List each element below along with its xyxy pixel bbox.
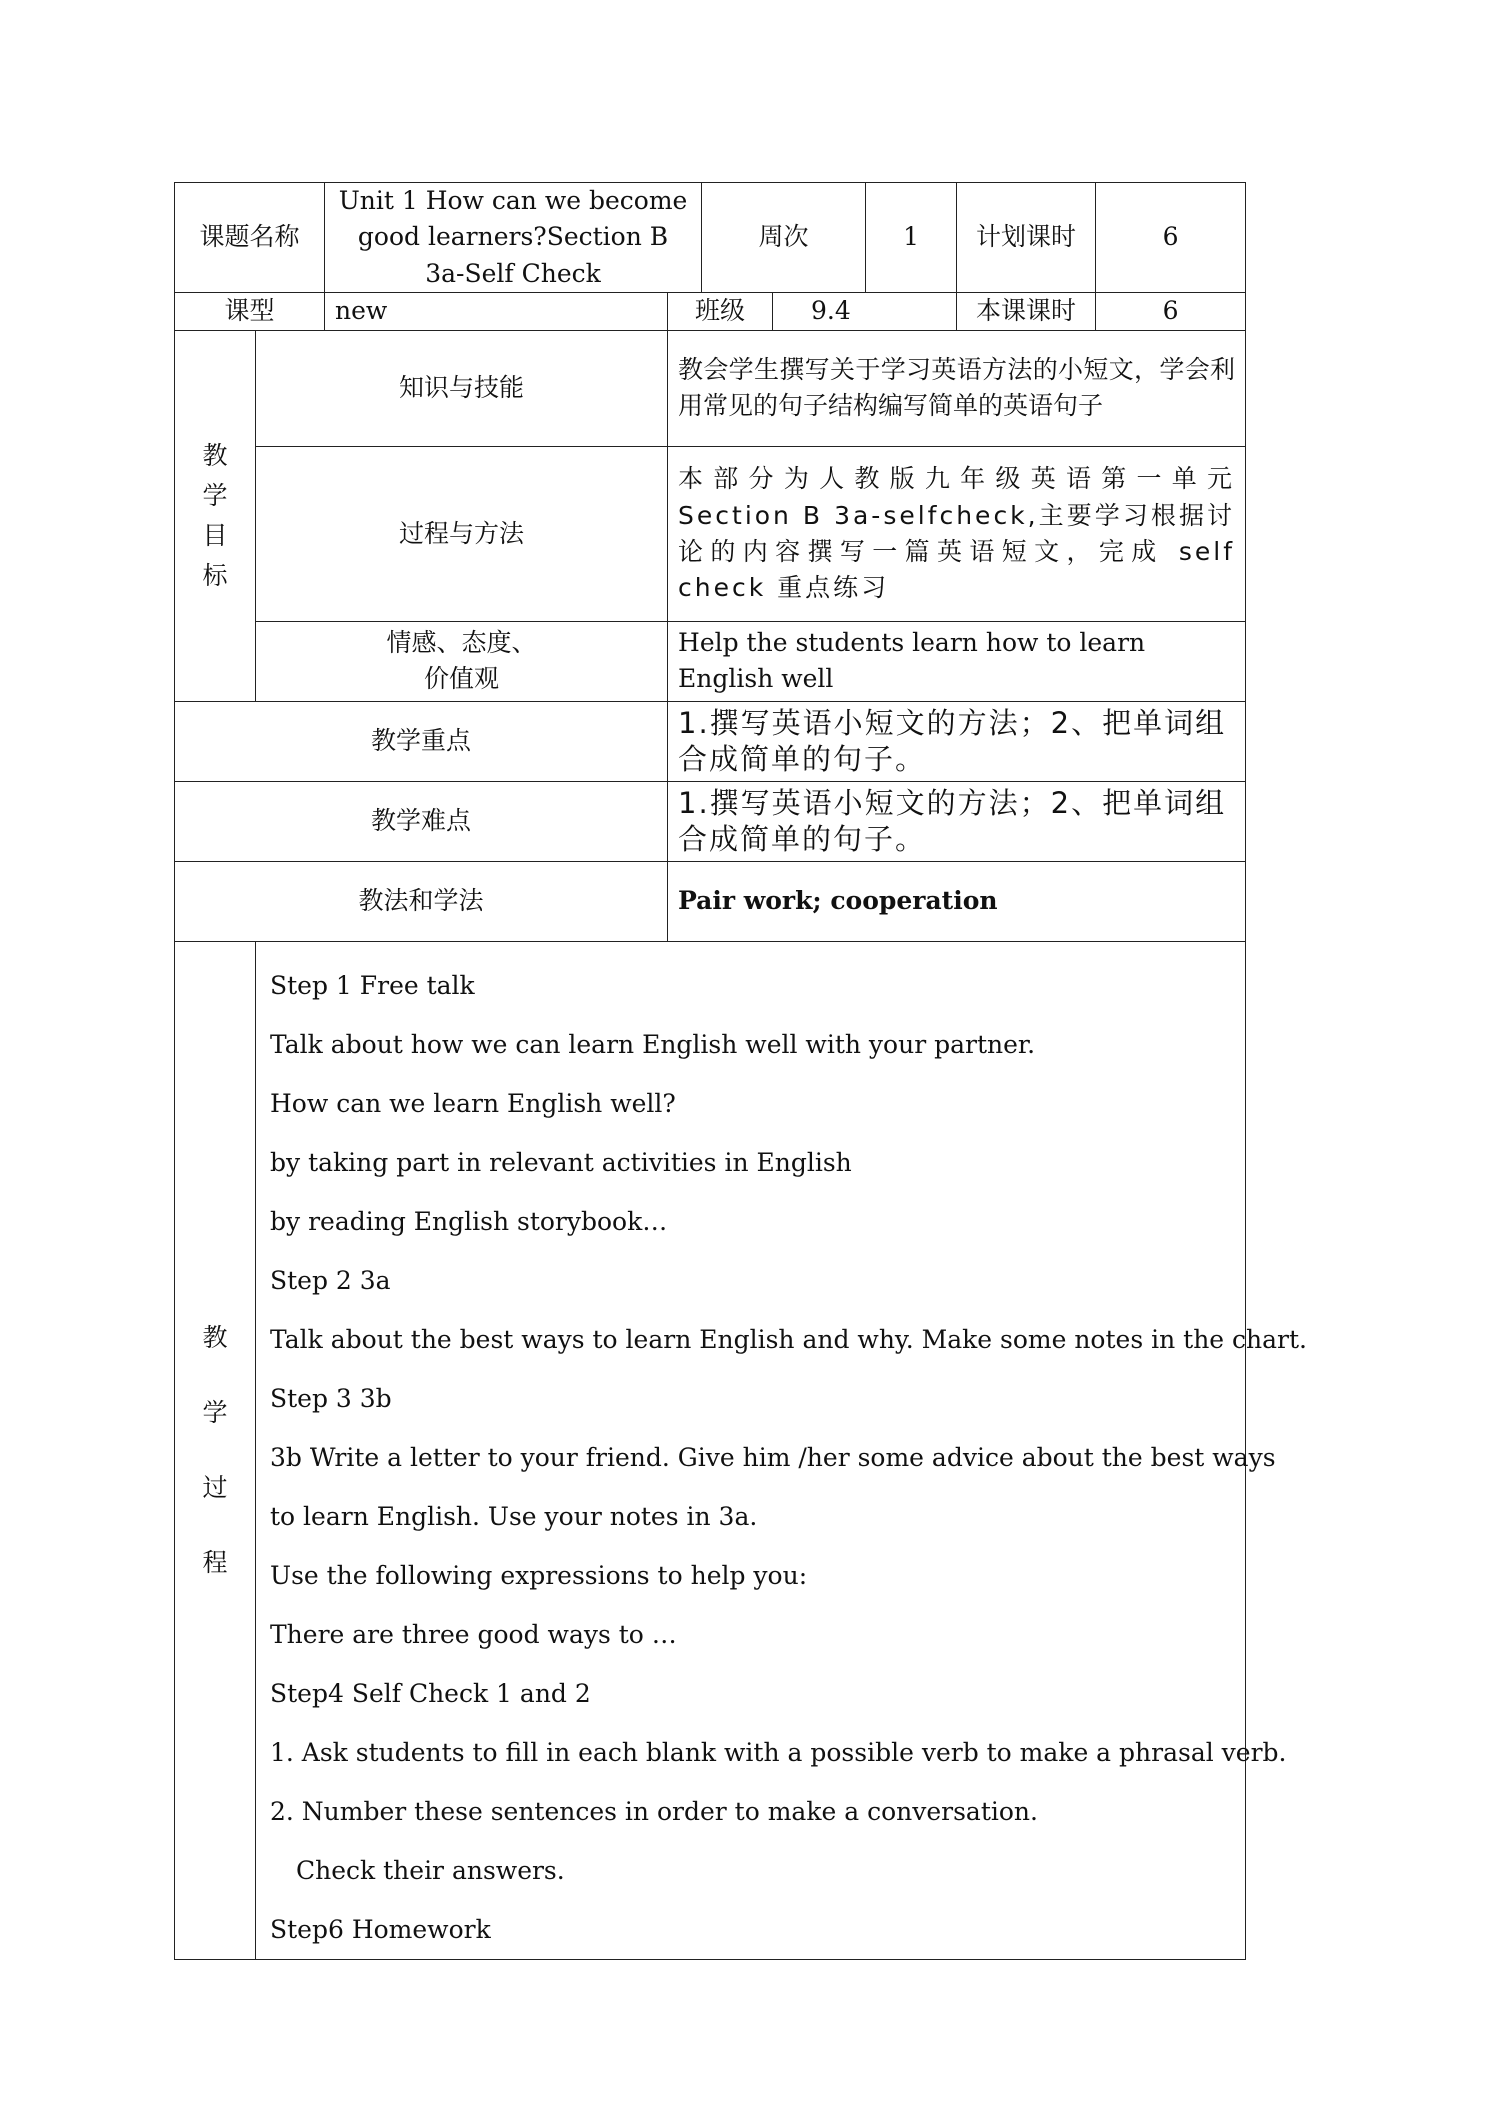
header-row-1 (175, 183, 1246, 293)
week-value: 1 (866, 183, 957, 293)
objective-knowledge-row (175, 330, 1246, 446)
week-label: 周次 (702, 183, 866, 293)
emotion-label-line-1: 情感、态度、 (386, 628, 537, 657)
emotion-attitude-label (256, 621, 668, 701)
teaching-process-row (175, 941, 1246, 1959)
difficult-points-label: 教学难点 (175, 781, 668, 861)
step-line: Step6 Homework (270, 1914, 491, 1944)
step-line: by taking part in relevant activities in English (270, 1147, 852, 1177)
key-points-text: 1.撰写英语小短文的方法；2、把单词组合成简单的句子。 (668, 701, 1246, 781)
step-line: Check their answers. (296, 1855, 565, 1885)
key-points-row (175, 701, 1246, 781)
course-title-label: 课题名称 (175, 183, 325, 293)
step-line: 2. Number these sentences in order to make a conversation. (270, 1796, 1038, 1826)
class-label: 班级 (668, 292, 773, 330)
step-line: Talk about the best ways to learn English and why. Make some notes in the chart. (270, 1324, 1307, 1354)
difficult-points-text: 1.撰写英语小短文的方法；2、把单词组合成简单的句子。 (668, 781, 1246, 861)
step-line: How can we learn English well? (270, 1088, 676, 1118)
class-value: 9.4 (773, 292, 957, 330)
step-line: Step 3 3b (270, 1383, 392, 1413)
process-steps (256, 941, 1307, 1959)
knowledge-skills-text: 教会学生撰写关于学习英语方法的小短文，学会利用常见的句子结构编写简单的英语句子 (668, 330, 1246, 446)
step-line: Step 2 3a (270, 1265, 391, 1295)
step-line: 3b Write a letter to your friend. Give him /her some advice about the best ways (270, 1442, 1276, 1472)
emotion-label-line-2: 价值观 (424, 664, 500, 694)
step-line: There are three good ways to … (270, 1619, 677, 1649)
process-methods-label: 过程与方法 (256, 446, 668, 621)
knowledge-skills-label: 知识与技能 (256, 330, 668, 446)
lesson-type-value: new (325, 292, 668, 330)
lesson-plan-table (174, 182, 1307, 1960)
methods-row (175, 861, 1246, 941)
planned-hours-label: 计划课时 (957, 183, 1096, 293)
step-line: by reading English storybook… (270, 1206, 668, 1236)
process-label: 教 学 过 程 (175, 941, 256, 1959)
step-line: Talk about how we can learn English well with your partner. (270, 1029, 1036, 1059)
objective-emotion-row (175, 621, 1246, 701)
emotion-attitude-text: Help the students learn how to learn English well (668, 621, 1246, 701)
step-line: Use the following expressions to help you: (270, 1560, 808, 1590)
methods-label: 教法和学法 (175, 861, 668, 941)
objectives-label: 教 学 目 标 (175, 330, 256, 701)
step-line: to learn English. Use your notes in 3a. (270, 1501, 758, 1531)
step-line: 1. Ask students to fill in each blank with a possible verb to make a phrasal verb. (270, 1737, 1287, 1767)
this-lesson-hours-value: 6 (1096, 292, 1246, 330)
header-row-2 (175, 292, 1246, 330)
process-methods-text: 本部分为人教版九年级英语第一单元 Section B 3a-selfcheck,主要学习根据讨论的内容撰写一篇英语短文，完成 self check 重点练习 (668, 446, 1246, 621)
difficult-points-row (175, 781, 1246, 861)
lesson-plan-document (174, 182, 1307, 1960)
step-line: Step4 Self Check 1 and 2 (270, 1678, 591, 1708)
step-line: Step 1 Free talk (270, 970, 475, 1000)
lesson-type-label: 课型 (175, 292, 325, 330)
methods-text: Pair work; cooperation (668, 861, 1246, 941)
course-title: Unit 1 How can we become good learners?Section B 3a-Self Check (325, 183, 702, 293)
planned-hours-value: 6 (1096, 183, 1246, 293)
objective-process-row (175, 446, 1246, 621)
this-lesson-hours-label: 本课课时 (957, 292, 1096, 330)
key-points-label: 教学重点 (175, 701, 668, 781)
